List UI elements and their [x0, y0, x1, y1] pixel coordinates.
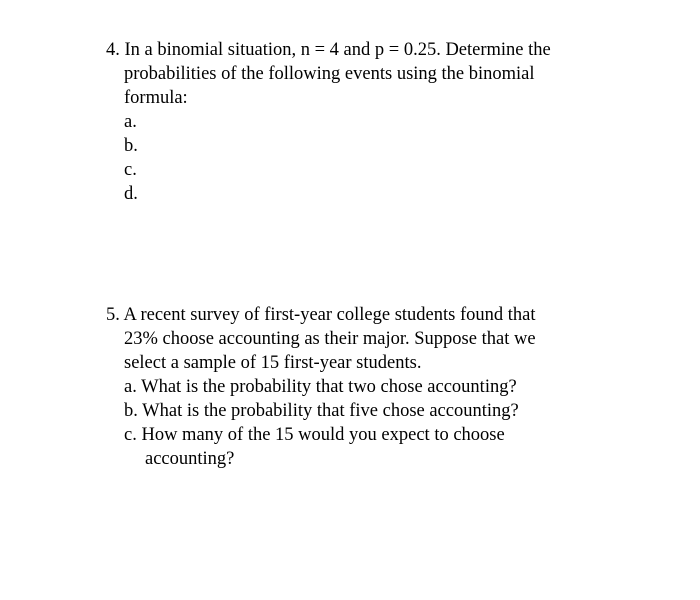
problem-4-item-b: b.	[124, 136, 138, 156]
problem-5-line-3: select a sample of 15 first-year students.	[124, 353, 422, 373]
problem-5-question-c: c. How many of the 15 would you expect to choose	[124, 425, 505, 445]
problem-4-line-3: formula:	[124, 88, 188, 108]
problem-5-question-a: a. What is the probability that two chose accounting?	[124, 377, 517, 397]
problem-5-line-2: 23% choose accounting as their major. Suppose that we	[124, 329, 536, 349]
problem-5-question-c-continued: accounting?	[145, 449, 235, 469]
problem-5-line-1: 5. A recent survey of first-year college students found that	[106, 305, 536, 325]
problem-4-item-a: a.	[124, 112, 137, 132]
problem-5-question-b: b. What is the probability that five chose accounting?	[124, 401, 519, 421]
problem-4-line-2: probabilities of the following events using the binomial	[124, 64, 535, 84]
problem-4-item-c: c.	[124, 160, 137, 180]
problem-4-line-1: 4. In a binomial situation, n = 4 and p = 0.25. Determine the	[106, 40, 551, 60]
problem-4-item-d: d.	[124, 184, 138, 204]
problem-5	[106, 303, 626, 471]
problem-4	[106, 38, 626, 206]
